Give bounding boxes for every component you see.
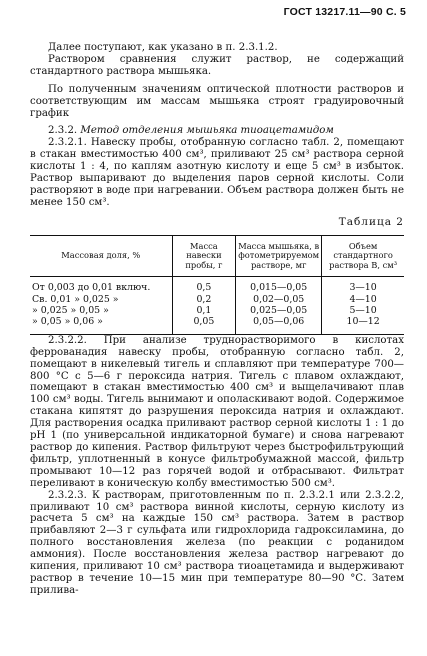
paragraph: Раствором сравнения служит раствор, не содержащий стандартного раствора мышьяка. [30, 53, 404, 77]
table-header-row [30, 235, 404, 277]
paragraph: 2.3.2.1. Навеску пробы, отобранную согласно табл. 2, помещают в стакан вместимостью 400 см³, приливают 25 см³ раствора серной кислоты 1 : 4, по каплям азотную кислоту и еще 5 см³ в избыток. Раствор выпаривают до выделения паров серной кислоты. Соли растворяют в воде при нагревании. Объем раствора должен быть не менее 150 см³. [30, 137, 404, 208]
table-cell: 5—10 [322, 305, 404, 316]
data-table [30, 235, 404, 335]
body-text [30, 42, 404, 597]
page-header: ГОСТ 13217.11—90 С. 5 [283, 6, 406, 18]
table-row [30, 316, 404, 334]
table-cell: 0,1 [172, 305, 236, 316]
paragraph: Далее поступают, как указано в п. 2.3.1.2. [48, 42, 278, 53]
table-caption: Таблица 2 [338, 215, 404, 228]
table-cell: 4—10 [322, 294, 404, 305]
section-number: 2.3.2. [48, 125, 78, 137]
table-cell: 0,05 [172, 316, 236, 334]
table-cell: » 0,05 » 0,06 » [32, 316, 103, 328]
column-header: Массовая доля, % [30, 235, 172, 277]
table-cell: 10—12 [322, 316, 404, 334]
table-cell: 0,025—0,05 [236, 305, 322, 316]
table-row [30, 294, 404, 305]
table-cell: 0,015—0,05 [236, 277, 322, 294]
column-header: Масса мышьяка, в фотометрируемом растворе, мг [236, 235, 322, 277]
column-header: Объем стандартного раствора В, см³ [322, 235, 404, 277]
column-header: Масса навески пробы, г [172, 235, 236, 277]
section-title: Метод отделения мышьяка тиоацетамидом [80, 125, 334, 137]
paragraph: 2.3.2.2. При анализе труднорастворимого в кислотах феррованадия навеску пробы, отобранную согласно табл. 2, помещают в никелевый тигель и сплавляют при температуре 700—800 °С с 5—6 г пероксида натрия. Тигель с плавом охлаждают, помещают в стакан вместимостью 400 см³ и выщелачивают плав 100 см³ воды. Тигель вынимают и ополаскивают водой. Содержимое стакана кипятят до разрушения пероксида натрия и охлаждают. Для растворения осадка приливают раствор серной кислоты 1 : 1 до рН 1 (по универсальной индикаторной бумаге) и снова нагревают раствор до кипения. Раствор фильтруют через быстрофильтрующий фильтр, уплотненный в конусе фильтробумажной массой, фильтр промывают 10—12 раз горячей водой и отбрасывают. Фильтрат переливают в коническую колбу вместимостью 500 см³. [30, 334, 404, 489]
table-cell: 0,05—0,06 [236, 316, 322, 334]
table-cell: 0,5 [172, 277, 236, 294]
table-cell: » 0,025 » 0,05 » [32, 305, 109, 316]
paragraph: По полученным значениям оптической плотности растворов и соответствующим им массам мышьяка строят градуировочный график [30, 83, 404, 119]
table-cell: 0,02—0,05 [236, 294, 322, 305]
table-row [30, 305, 404, 316]
table-cell: От 0,003 до 0,01 включ. [32, 282, 151, 294]
section-heading [30, 125, 404, 137]
table-cell: Св. 0,01 » 0,025 » [32, 293, 119, 305]
table-row [30, 277, 404, 294]
paragraph: 2.3.2.3. К растворам, приготовленным по п. 2.3.2.1 или 2.3.2.2, приливают 10 см³ раствора винной кислоты, серную кислоту из расчета 5 см³ на каждые 150 см³ раствора. Затем в раствор прибавляют 2—3 г сульфата или гидрохлорида гадроксиламина, до полного восстановления железа (по реакции с роданидом аммония). После восстановления железа раствор нагревают до кипения, приливают 10 см³ раствора тиоацетамида и выдерживают раствор в течение 10—15 мин при температуре 80—90 °С. Затем прилива- [30, 489, 404, 596]
table-cell: 0,2 [172, 294, 236, 305]
table-cell: 3—10 [322, 277, 404, 294]
